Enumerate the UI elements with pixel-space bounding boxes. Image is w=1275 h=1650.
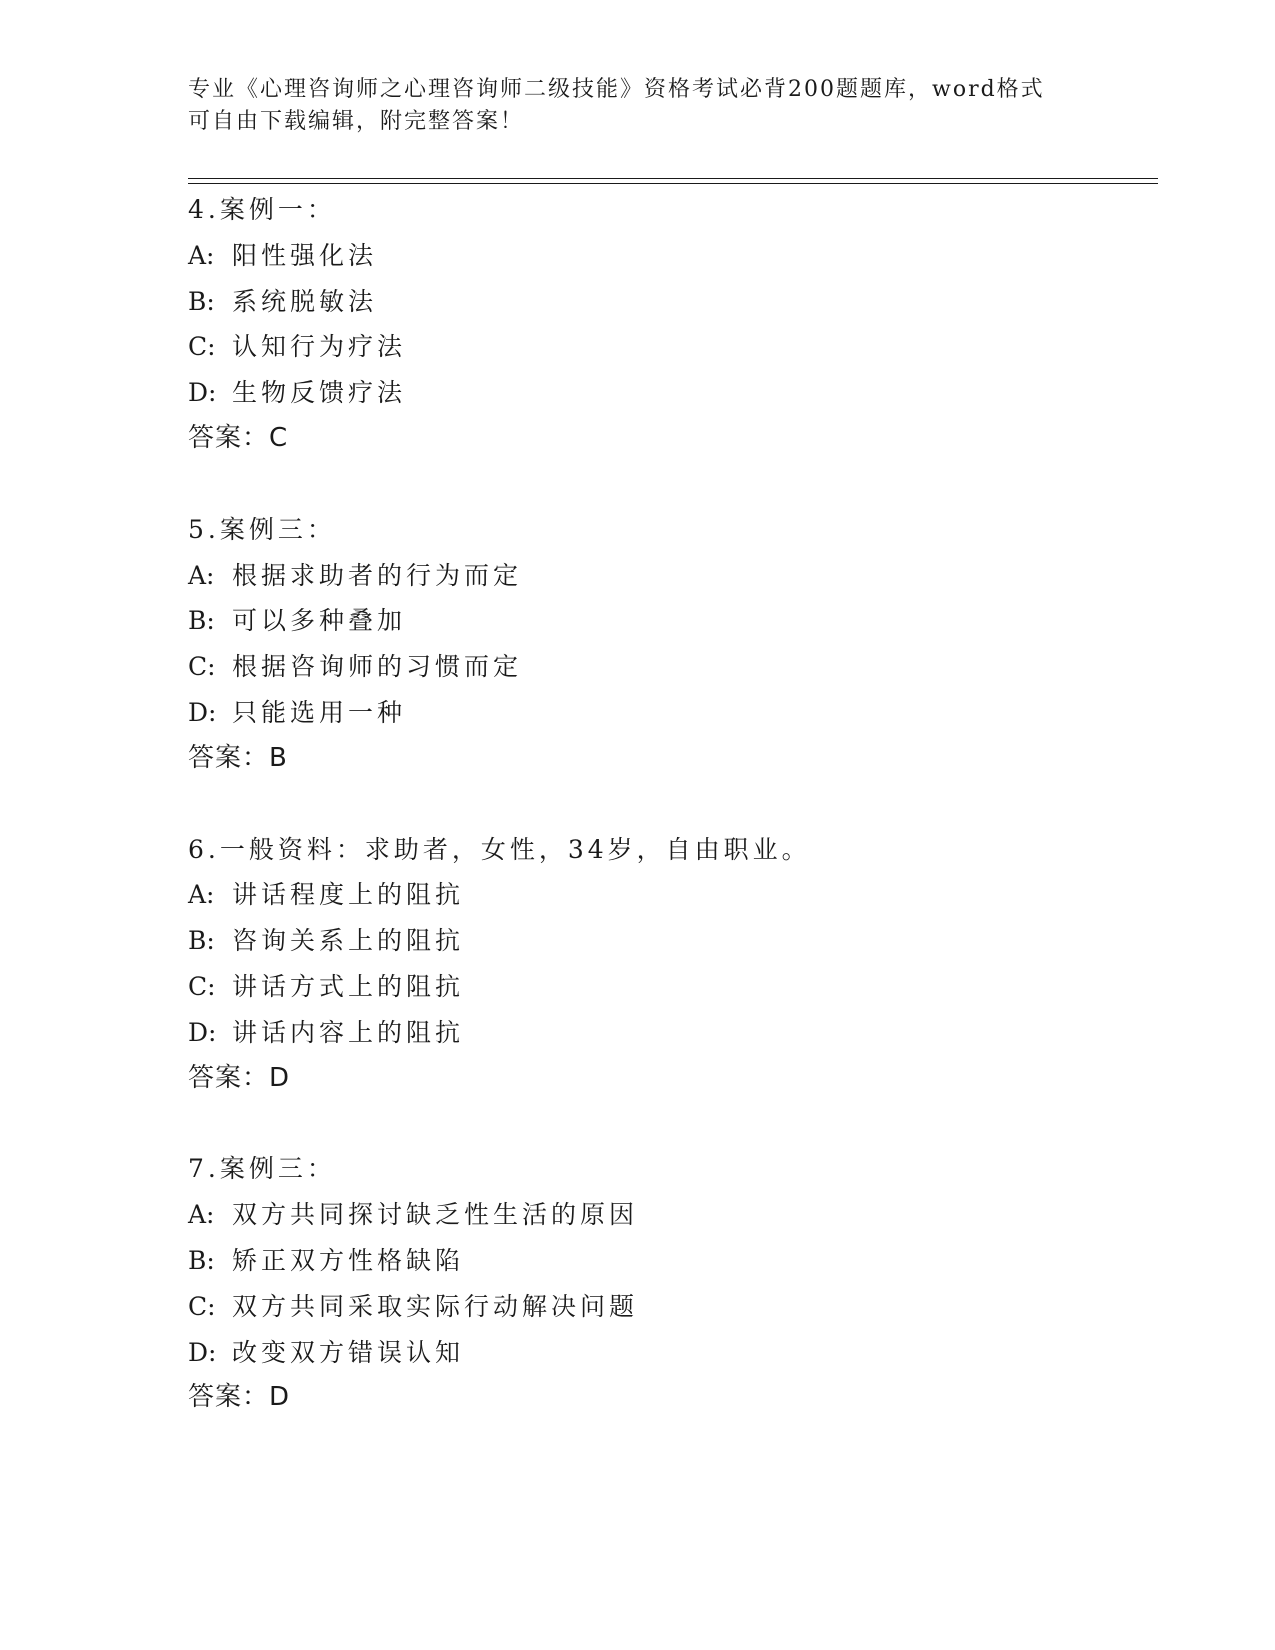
option-text: 讲话内容上的阻抗	[232, 1017, 465, 1047]
option-b	[188, 1238, 1148, 1284]
option-text: 阳性强化法	[232, 240, 378, 270]
option-d	[188, 370, 1148, 416]
answer-line: 答案：B	[188, 742, 288, 773]
option-text: 根据求助者的行为而定	[232, 560, 523, 590]
option-letter: D:	[188, 378, 217, 408]
question-title: 4.案例一：	[188, 195, 336, 224]
header-line-2: 可自由下载编辑，附完整答案！	[188, 109, 525, 134]
option-letter: A:	[188, 1200, 215, 1230]
option-text: 根据咨询师的习惯而定	[232, 652, 523, 682]
option-b	[188, 918, 1148, 964]
option-text: 只能选用一种	[232, 697, 407, 727]
option-letter: B:	[188, 606, 215, 636]
option-text: 双方共同采取实际行动解决问题	[232, 1291, 639, 1321]
option-letter: C:	[188, 332, 216, 362]
option-letter: C:	[188, 971, 216, 1001]
option-d	[188, 690, 1148, 736]
option-letter: D:	[188, 1017, 217, 1047]
header-divider-bottom	[188, 183, 1158, 184]
option-text: 可以多种叠加	[232, 606, 407, 636]
option-letter: A:	[188, 880, 215, 910]
question-title: 7.案例三：	[188, 1154, 336, 1184]
option-text: 咨询关系上的阻抗	[232, 926, 465, 956]
option-letter: D:	[188, 1337, 217, 1367]
option-b	[188, 279, 1148, 325]
option-a	[188, 233, 1148, 279]
option-text: 双方共同探讨缺乏性生活的原因	[232, 1200, 639, 1230]
option-a	[188, 1192, 1148, 1238]
question-block	[188, 827, 1148, 1102]
option-letter: A:	[188, 240, 215, 270]
question-title: 6.一般资料：求助者，女性，34岁，自由职业。	[188, 834, 811, 864]
option-b	[188, 598, 1148, 644]
option-d	[188, 1010, 1148, 1056]
answer-line: 答案：D	[188, 1062, 291, 1093]
header-divider-top	[188, 178, 1158, 179]
question-list	[188, 187, 1148, 1466]
option-letter: B:	[188, 926, 215, 956]
option-letter: C:	[188, 652, 216, 682]
header-line-1: 专业《心理咨询师之心理咨询师二级技能》资格考试必背200题题库，word格式	[188, 77, 1045, 102]
option-text: 系统脱敏法	[232, 286, 378, 316]
option-text: 讲话方式上的阻抗	[232, 971, 465, 1001]
option-letter: C:	[188, 1291, 216, 1321]
option-d	[188, 1330, 1148, 1376]
question-block	[188, 507, 1148, 782]
option-a	[188, 872, 1148, 918]
option-letter: B:	[188, 1245, 215, 1275]
option-text: 讲话程度上的阻抗	[232, 880, 465, 910]
option-letter: A:	[188, 560, 215, 590]
option-c	[188, 644, 1148, 690]
option-c	[188, 964, 1148, 1010]
question-block	[188, 1146, 1148, 1421]
question-title: 5.案例三：	[188, 514, 336, 544]
answer-line: 答案：C	[188, 422, 289, 453]
answer-line: 答案：D	[188, 1382, 291, 1413]
question-block	[188, 187, 1148, 462]
option-text: 改变双方错误认知	[232, 1337, 465, 1367]
option-text: 生物反馈疗法	[232, 378, 407, 408]
option-a	[188, 553, 1148, 599]
option-text: 认知行为疗法	[232, 332, 407, 362]
option-text: 矫正双方性格缺陷	[232, 1245, 465, 1275]
option-letter: D:	[188, 697, 217, 727]
option-letter: B:	[188, 286, 215, 316]
option-c	[188, 324, 1148, 370]
document-header	[188, 74, 1088, 138]
option-c	[188, 1284, 1148, 1330]
